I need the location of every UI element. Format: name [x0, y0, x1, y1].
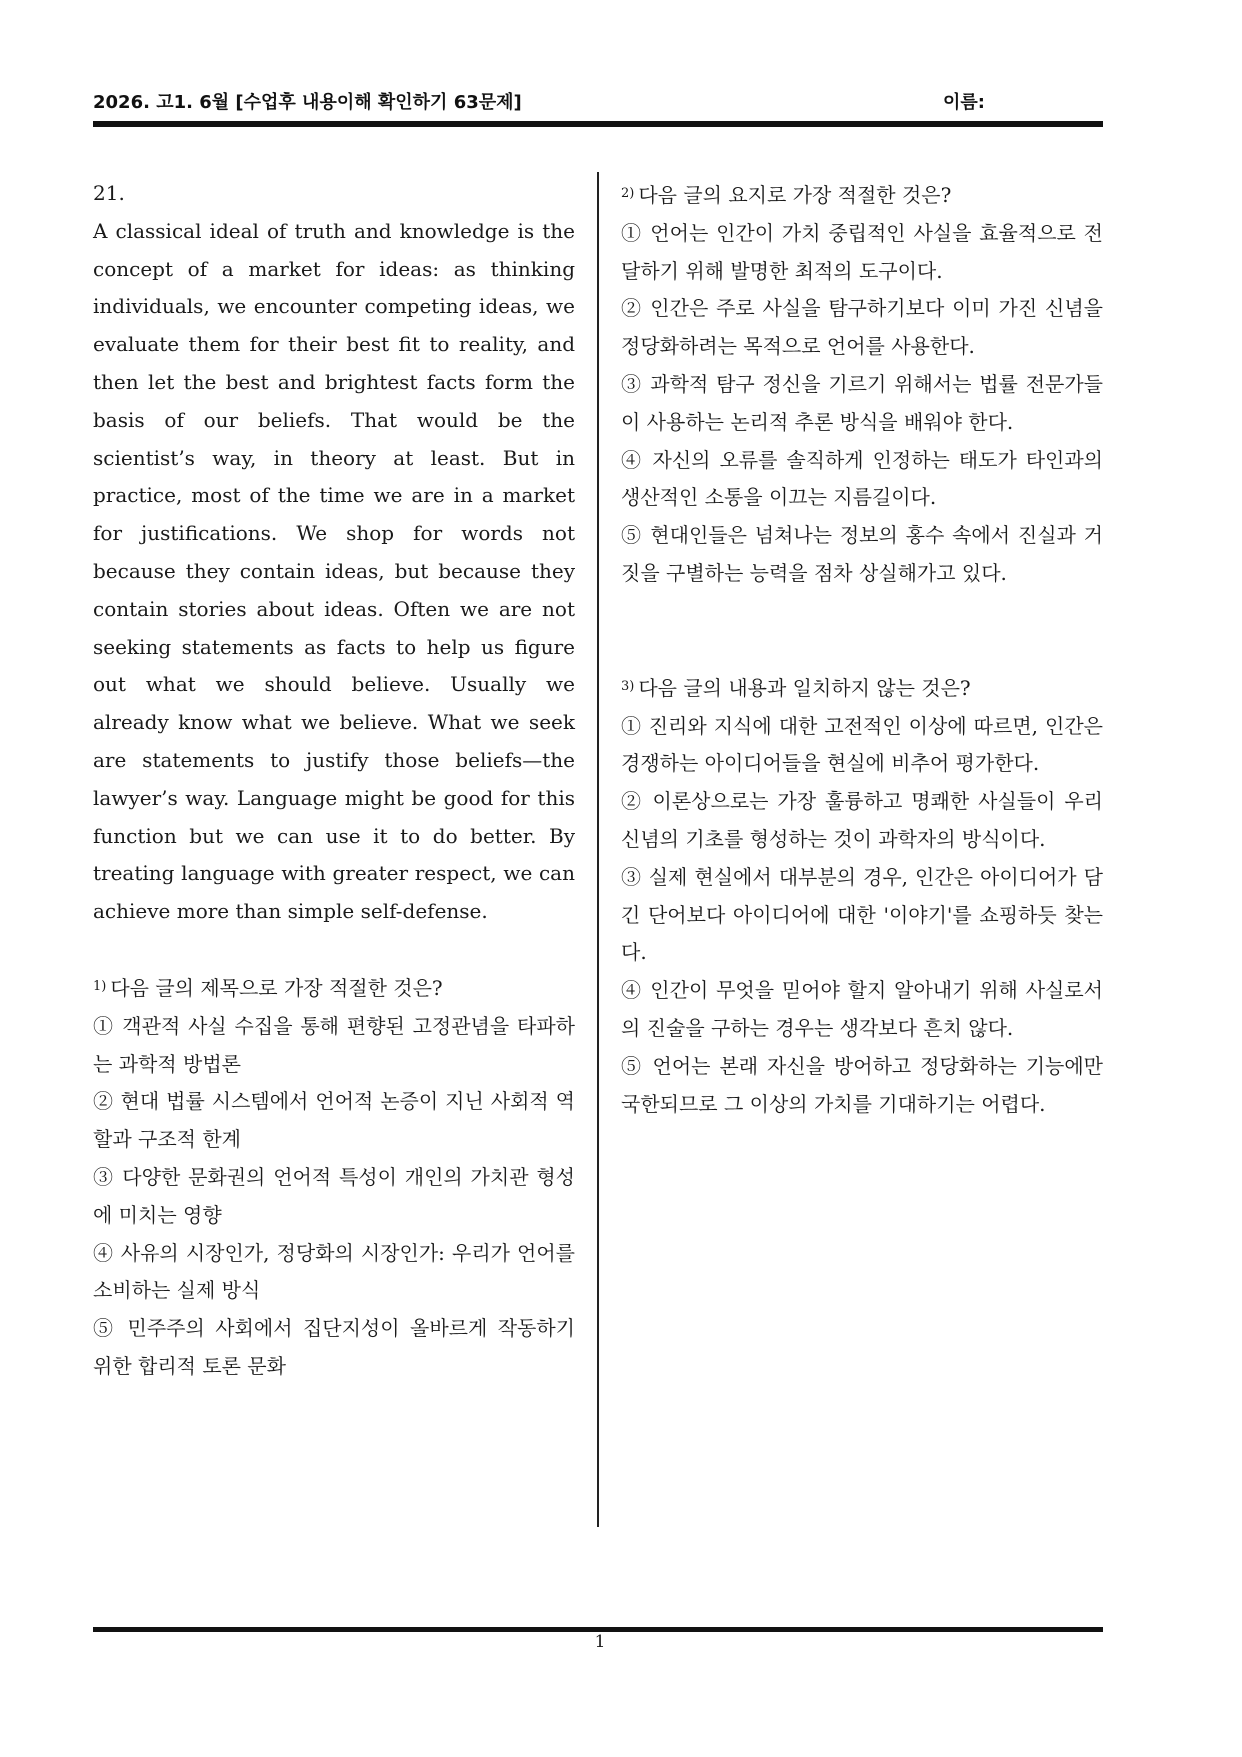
choice-4: ④ 자신의 오류를 솔직하게 인정하는 태도가 타인과의 생산적인 소통을 이끄는 지름길이다.: [621, 447, 1103, 510]
passage-number: 21.: [93, 181, 125, 205]
question-marker: 1): [93, 978, 107, 994]
question-stem: [621, 175, 1103, 215]
question-2: [621, 175, 1103, 593]
choice-2: ② 현대 법률 시스템에서 언어적 논증이 지닌 사회적 역할과 구조적 한계: [93, 1089, 575, 1152]
choice-4: ④ 사유의 시장인가, 정당화의 시장인가: 우리가 언어를 소비하는 실제 방식: [93, 1240, 575, 1303]
name-label: 이름:: [943, 92, 985, 113]
question-text: 다음 글의 내용과 일치하지 않는 것은?: [638, 675, 971, 700]
passage-text: A classical ideal of truth and knowledge is the concept of a market for ideas: as thinking individuals, we encounter competing ideas, we evaluate them for their best fit to reality, and then let the best and brightest facts form the basis of our beliefs. That would be the scientist’s way, in theory at least. But in practice, most of the time we are in a market for justifications. We shop for words not because they contain ideas, but because they contain stories about ideas. Often we are not seeking statements as facts to help us figure out what we should believe. Usually we already know what we believe. What we seek are statements to justify those beliefs—the lawyer’s way. Language might be good for this function but we can use it to do better. By treating language with greater respect, we can achieve more than simple self-defense.: [93, 218, 575, 924]
question-3: [621, 668, 1103, 1124]
question-stem: [93, 968, 575, 1008]
choice-4: ④ 인간이 무엇을 믿어야 할지 알아내기 위해 사실로서의 진술을 구하는 경우는 생각보다 흔치 않다.: [621, 978, 1103, 1040]
choice-1: ① 객관적 사실 수집을 통해 편향된 고정관념을 타파하는 과학적 방법론: [93, 1013, 575, 1076]
question-text: 다음 글의 요지로 가장 적절한 것은?: [638, 183, 952, 207]
right-column: [621, 175, 1103, 1123]
choice-5: ⑤ 현대인들은 넘쳐나는 정보의 홍수 속에서 진실과 거짓을 구별하는 능력을 점차 상실해가고 있다.: [621, 523, 1103, 585]
choice-3: ③ 실제 현실에서 대부분의 경우, 인간은 아이디어가 담긴 단어보다 아이디어에 대한 '이야기'를 쇼핑하듯 찾는다.: [621, 864, 1103, 965]
column-divider: [597, 172, 599, 1527]
choice-1: ① 진리와 지식에 대한 고전적인 이상에 따르면, 인간은 경쟁하는 아이디어들을 현실에 비추어 평가한다.: [621, 713, 1103, 776]
question-stem: [621, 668, 1103, 708]
left-column: [93, 175, 575, 1386]
choice-5: ⑤ 민주주의 사회에서 집단지성이 올바르게 작동하기 위한 합리적 토론 문화: [93, 1316, 575, 1378]
choice-1: ① 언어는 인간이 가치 중립적인 사실을 효율적으로 전달하기 위해 발명한 최적의 도구이다.: [621, 220, 1103, 283]
choice-2: ② 이론상으로는 가장 훌륭하고 명쾌한 사실들이 우리 신념의 기초를 형성하는 것이 과학자의 방식이다.: [621, 789, 1103, 851]
choice-3: ③ 과학적 탐구 정신을 기르기 위해서는 법률 전문가들이 사용하는 논리적 추론 방식을 배워야 한다.: [621, 371, 1103, 434]
choice-2: ② 인간은 주로 사실을 탐구하기보다 이미 가진 신념을 정당화하려는 목적으로 언어를 사용한다.: [621, 296, 1103, 359]
worksheet-title: 2026. 고1. 6월 [수업후 내용이해 확인하기 63문제]: [93, 92, 522, 113]
page-number: 1: [594, 1632, 606, 1652]
choice-3: ③ 다양한 문화권의 언어적 특성이 개인의 가치관 형성에 미치는 영향: [93, 1164, 575, 1227]
choice-5: ⑤ 언어는 본래 자신을 방어하고 정당화하는 기능에만 국한되므로 그 이상의 가치를 기대하기는 어렵다.: [621, 1053, 1103, 1116]
question-marker: 3): [621, 678, 635, 694]
question-1: [93, 968, 575, 1386]
header-rule: [93, 121, 1103, 127]
question-marker: 2): [621, 186, 635, 201]
question-text: 다음 글의 제목으로 가장 적절한 것은?: [110, 975, 443, 1000]
